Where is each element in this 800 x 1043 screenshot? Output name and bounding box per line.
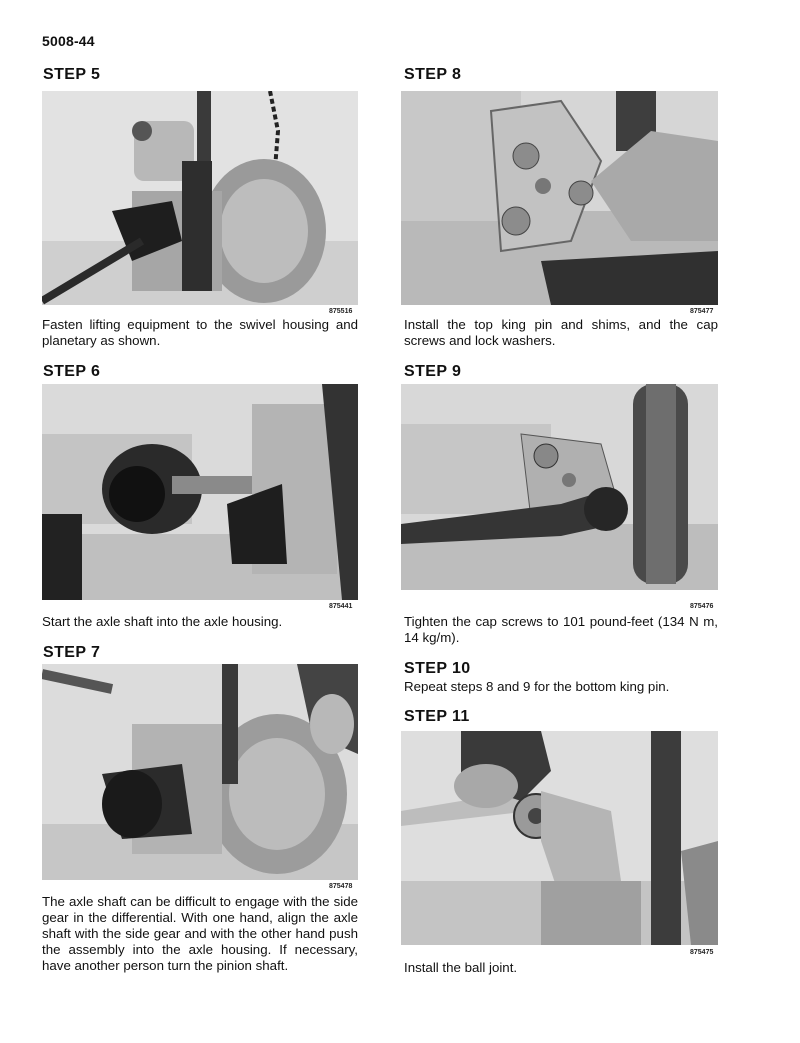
step-5-figure-number: 875516 [329,308,353,315]
step-11-figure-number: 875475 [690,949,714,956]
step-6-photo [42,384,358,600]
step-7-caption: The axle shaft can be difficult to engage with the side gear in the differential. With one hand, align the axle shaft with the side gear and with the other hand push the assembly into the axle housing. If necessary, have another person turn the pinion shaft. [42,894,358,973]
step-8-title: STEP 8 [404,66,462,83]
page-number: 5008-44 [42,33,95,49]
step-9-caption: Tighten the cap screws to 101 pound-feet (134 N m, 14 kg/m). [404,614,718,645]
step-9-title: STEP 9 [404,363,462,380]
step-6-caption: Start the axle shaft into the axle housing. [42,614,283,629]
step-11-title: STEP 11 [404,708,470,725]
step-10-caption: Repeat steps 8 and 9 for the bottom king pin. [404,679,670,694]
step-6-title: STEP 6 [43,363,101,380]
step-8-photo [401,91,718,305]
step-8-figure-number: 875477 [690,308,714,315]
step-5-title: STEP 5 [43,66,101,83]
step-9-photo [401,384,718,590]
step-11-photo [401,731,718,945]
step-7-photo [42,664,358,880]
step-10-title: STEP 10 [404,660,471,677]
step-7-title: STEP 7 [43,644,101,661]
step-11-caption: Install the ball joint. [404,960,518,975]
step-5-photo [42,91,358,305]
step-8-caption: Install the top king pin and shims, and the cap screws and lock washers. [404,317,718,348]
step-7-figure-number: 875478 [329,883,353,890]
step-6-figure-number: 875441 [329,603,353,610]
step-5-caption: Fasten lifting equipment to the swivel housing and planetary as shown. [42,317,358,348]
step-9-figure-number: 875476 [690,603,714,610]
